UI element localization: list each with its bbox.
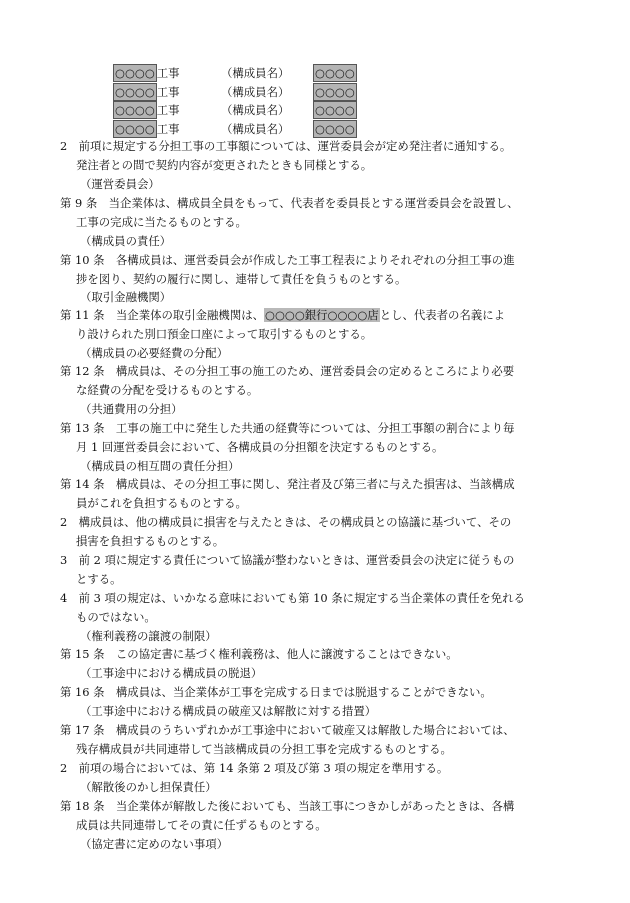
article-line: 員がこれを負担するものとする。 xyxy=(76,496,247,510)
article-text: とし、代表者の名義によ xyxy=(379,308,505,322)
paragraph-line: 発注者との間で契約内容が変更されたときも同様とする。 xyxy=(76,158,373,172)
member-row xyxy=(113,83,355,101)
work-suffix: 工事 xyxy=(156,103,180,117)
article-line: 第 18 条 当企業体が解散した後においても、当該工事につきかしがあったときは、各構 xyxy=(60,799,515,813)
article-heading: （解散後のかし担保責任） xyxy=(80,780,217,794)
article-line: 第 9 条 当企業体は、構成員全員をもって、代表者を委員長とする運営委員会を設置し、 xyxy=(60,196,519,210)
article-line: 第 10 条 各構成員は、運営委員会が作成した工事工程表によりそれぞれの分担工事の進 xyxy=(60,253,515,267)
work-name-placeholder: ○○○○ xyxy=(115,85,155,99)
article-heading: （権利義務の譲渡の制限） xyxy=(80,629,217,643)
member-role-label: （構成員名） xyxy=(221,103,290,117)
article-line: 第 17 条 構成員のうちいずれかが工事途中において破産又は解散した場合においては、 xyxy=(60,723,515,737)
article-line: とする。 xyxy=(76,572,122,586)
article-line: り設けられた別口預金口座によって取引するものとする。 xyxy=(76,327,373,341)
article-line: 第 16 条 構成員は、当企業体が工事を完成する日までは脱退することができない。 xyxy=(60,685,492,699)
article-line: 第 14 条 構成員は、その分担工事に関し、発注者及び第三者に与えた損害は、当該構成 xyxy=(60,477,515,491)
member-row xyxy=(113,101,355,119)
article-heading: （運営委員会） xyxy=(80,177,160,191)
article-text: 第 11 条 当企業体の取引金融機関は、 xyxy=(60,308,264,322)
work-name-placeholder: ○○○○ xyxy=(115,66,155,80)
work-name-placeholder: ○○○○ xyxy=(115,103,155,117)
work-name-placeholder: ○○○○ xyxy=(115,122,155,136)
article-line: 第 15 条 この協定書に基づく権利義務は、他人に譲渡することはできない。 xyxy=(60,647,458,661)
work-suffix: 工事 xyxy=(156,122,180,136)
article-line: 第 13 条 工事の施工中に発生した共通の経費等については、分担工事額の割合により毎 xyxy=(60,421,515,435)
article-line: 損害を負担するものとする。 xyxy=(76,534,225,548)
article-heading: （工事途中における構成員の破産又は解散に対する措置） xyxy=(80,704,377,718)
member-role-label: （構成員名） xyxy=(221,85,290,99)
article-heading: （取引金融機関） xyxy=(80,290,172,304)
article-line: 3 前 2 項に規定する責任について協議が整わないときは、運営委員会の決定に従うもの xyxy=(60,553,515,567)
article-line: 2 前項の場合においては、第 14 条第 2 項及び第 3 項の規定を準用する。 xyxy=(60,761,449,775)
member-role-label: （構成員名） xyxy=(221,66,290,80)
article-line: ものではない。 xyxy=(76,610,156,624)
member-name-placeholder: ○○○○ xyxy=(315,103,355,117)
article-line: 捗を図り、契約の履行に関し、連帯して責任を負うものとする。 xyxy=(76,272,407,286)
article-line: 工事の完成に当たるものとする。 xyxy=(76,215,247,229)
member-row xyxy=(113,120,355,138)
article-heading: （構成員の必要経費の分配） xyxy=(80,346,229,360)
article-heading: （構成員の相互間の責任分担） xyxy=(80,459,240,473)
article-line: 第 12 条 構成員は、その分担工事の施工のため、運営委員会の定めるところにより必要 xyxy=(60,364,515,378)
article-line: 残存構成員が共同連帯して当該構成員の分担工事を完成するものとする。 xyxy=(76,742,452,756)
article-line: 2 構成員は、他の構成員に損害を与えたときは、その構成員との協議に基づいて、その xyxy=(60,515,512,529)
article-heading: （協定書に定めのない事項） xyxy=(80,837,229,851)
article-line: 月 1 回運営委員会において、各構成員の分担額を決定するものとする。 xyxy=(76,440,444,454)
article-line xyxy=(60,306,505,325)
member-role-label: （構成員名） xyxy=(221,122,290,136)
article-heading: （共通費用の分担） xyxy=(80,402,183,416)
member-name-placeholder: ○○○○ xyxy=(315,122,355,136)
article-line: 4 前 3 項の規定は、いかなる意味においても第 10 条に規定する当企業体の責任を免れる xyxy=(60,591,525,605)
article-line: 成員は共同連帯してその責に任ずるものとする。 xyxy=(76,818,327,832)
member-name-placeholder: ○○○○ xyxy=(315,66,355,80)
member-name-placeholder: ○○○○ xyxy=(315,85,355,99)
work-suffix: 工事 xyxy=(156,85,180,99)
article-line: な経費の分配を受けるものとする。 xyxy=(76,383,259,397)
bank-name-placeholder: ○○○○銀行○○○○店 xyxy=(265,308,379,322)
article-heading: （構成員の責任） xyxy=(80,234,172,248)
work-suffix: 工事 xyxy=(156,66,180,80)
member-row xyxy=(113,64,355,82)
article-heading: （工事途中における構成員の脱退） xyxy=(80,666,263,680)
paragraph-line: 2 前項に規定する分担工事の工事額については、運営委員会が定め発注者に通知する。 xyxy=(60,139,512,153)
